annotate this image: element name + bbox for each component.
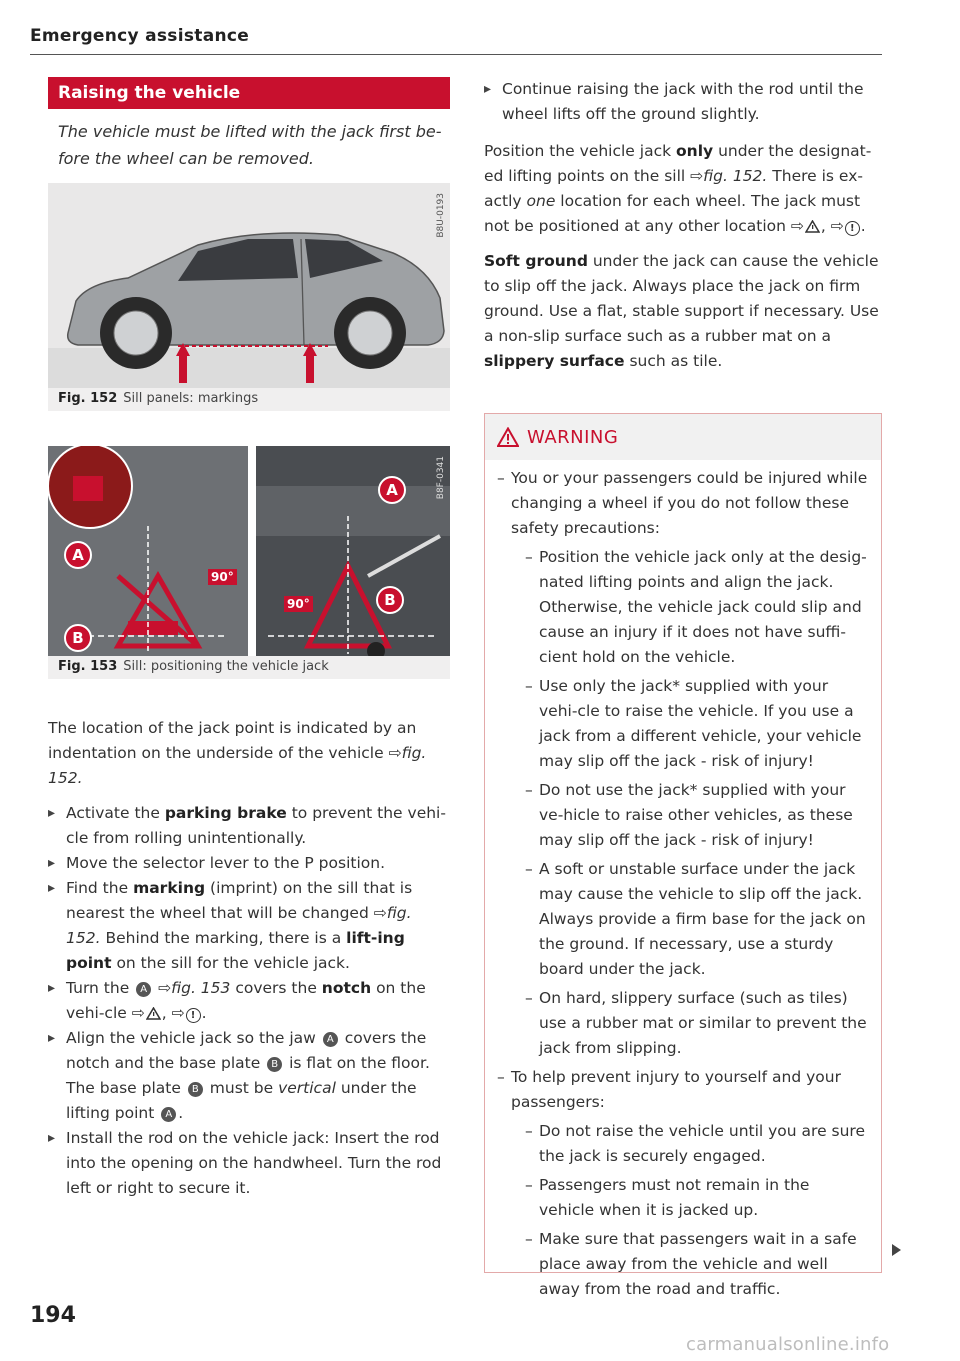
- text: is flat on the floor. The base plate: [66, 1054, 430, 1097]
- car-illustration: [48, 183, 450, 388]
- figure-153: [48, 446, 450, 679]
- header-rule: [30, 54, 882, 55]
- paragraph-soft-ground: [484, 249, 882, 374]
- warning-title: WARNING: [527, 426, 619, 448]
- text: Find the: [66, 879, 129, 897]
- warning-triangle-icon[interactable]: [146, 1007, 161, 1020]
- figure-ref[interactable]: ⇨fig. 152.: [48, 744, 427, 787]
- warning-subitem: – A soft or unstable surface under the jack may cause the vehicle to slip off the jack. Always provide a firm base for the jack on the ground. If necessary, use a sturdy board under the jack.: [525, 857, 869, 982]
- section-intro: The vehicle must be lifted with the jack first be-fore the wheel can be removed.: [58, 122, 442, 168]
- emphasis: vertical: [278, 1079, 336, 1097]
- text: To help prevent injury to yourself and your passengers:: [511, 1068, 841, 1111]
- figure-label: Fig. 153: [58, 659, 118, 674]
- paragraph-position-jack: Position the vehicle jack only under the designat-ed lifting points on the sill ⇨fig. 152. There is ex-actly one location for each wheel. The jack must not be positioned at any other location ⇨ , ⇨ ! .: [484, 142, 872, 235]
- warning-subitem: – Make sure that passengers wait in a safe place away from the vehicle and well away from the road and traffic.: [525, 1227, 869, 1302]
- text: covers the notch and the base plate: [66, 1029, 427, 1072]
- text: Position the vehicle jack: [484, 142, 672, 160]
- section-title: Raising the vehicle: [48, 77, 450, 109]
- step-parking-brake: [48, 801, 450, 851]
- text: under the lifting point: [66, 1079, 417, 1122]
- emphasis: one: [526, 192, 556, 210]
- notice-icon[interactable]: !: [186, 1008, 201, 1023]
- marker-b-left: B: [64, 624, 92, 652]
- left-body: [48, 716, 450, 1201]
- marker-b-icon: B: [267, 1057, 282, 1072]
- caption-text: Sill panels: markings: [123, 391, 259, 406]
- step-continue-raising: ▸ Continue raising the jack with the rod until the wheel lifts off the ground slightly.: [484, 77, 882, 127]
- keyword: slippery surface: [484, 352, 625, 370]
- text: location for each wheel. The jack must not be positioned at any other location ⇨: [484, 192, 861, 235]
- continue-arrow-icon[interactable]: [892, 1244, 901, 1256]
- notice-icon[interactable]: !: [845, 221, 860, 236]
- marker-a-left: A: [64, 541, 92, 569]
- keyword: marking: [133, 879, 206, 897]
- keyword: parking brake: [164, 804, 287, 822]
- marker-a-icon: A: [161, 1107, 176, 1122]
- angle-label-right: 90°: [284, 596, 313, 612]
- step-selector-lever: ▸ Move the selector lever to the P position.: [48, 851, 450, 876]
- marker-a-right: A: [378, 476, 406, 504]
- keyword: only: [676, 142, 714, 160]
- text: Turn the: [66, 979, 130, 997]
- text: Align the vehicle jack so the jaw: [66, 1029, 316, 1047]
- text: such as tile.: [629, 352, 723, 370]
- chapter-title: Emergency assistance: [30, 26, 250, 46]
- warning-subitem: – Use only the jack* supplied with your vehi-cle to raise the vehicle. If you use a jack from a different vehicle, your vehicle may slip off the jack - risk of injury!: [525, 674, 869, 774]
- warning-list: [485, 460, 881, 1302]
- warning-item: [497, 1065, 869, 1302]
- marker-b-icon: B: [188, 1082, 203, 1097]
- right-body: [484, 77, 882, 374]
- text: under the jack can cause the vehicle to slip off the jack. Always place the jack on firm ground. Use a flat, stable support if necessary. Use a non-slip surface such as a rubber mat on a: [484, 252, 879, 345]
- text: on the sill for the vehicle jack.: [116, 954, 350, 972]
- warning-subitem: – Do not raise the vehicle until you are sure the jack is securely engaged.: [525, 1119, 869, 1169]
- text: Behind the marking, there is a: [105, 929, 342, 947]
- text: on the vehi-cle ⇨: [66, 979, 426, 1022]
- warning-item: [497, 466, 869, 1061]
- keyword: Soft ground: [484, 252, 588, 270]
- warning-box: [484, 413, 882, 1298]
- text: covers the: [235, 979, 317, 997]
- step-find-marking: [48, 876, 450, 976]
- figure-label: Fig. 152: [58, 391, 118, 406]
- page-header: [30, 26, 882, 46]
- warning-subitem: – Do not use the jack* supplied with your ve-hicle to raise other vehicles, as these may slip off the jack - risk of injury!: [525, 778, 869, 853]
- keyword: notch: [321, 979, 372, 997]
- warning-subitem: – Passengers must not remain in the vehicle when it is jacked up.: [525, 1173, 869, 1223]
- text: (imprint) on the sill that is nearest the wheel that will be changed: [66, 879, 413, 922]
- marker-a-icon: A: [136, 982, 151, 997]
- step-turn-jack: ▸ Turn the A ⇨fig. 153 covers the notch on the vehi-cle ⇨ , ⇨ ! .: [48, 976, 450, 1026]
- figure-152: [48, 183, 450, 411]
- marker-b-right: B: [376, 586, 404, 614]
- text: You or your passengers could be injured while changing a wheel if you do not follow these safety precautions:: [511, 469, 868, 537]
- page-number: 194: [30, 1303, 76, 1328]
- text: must be: [209, 1079, 274, 1097]
- figure-caption: [58, 659, 329, 674]
- figure-code: B8U-0193: [436, 193, 446, 238]
- paragraph-jack-point: [48, 716, 450, 791]
- step-align-jack: ▸ Align the vehicle jack so the jaw A covers the notch and the base plate B is flat on the floor. The base plate B must be vertical under the lifting point A .: [48, 1026, 450, 1126]
- figure-ref[interactable]: ⇨fig. 152.: [690, 167, 768, 185]
- warning-subitem: – On hard, slippery surface (such as tiles) use a rubber mat or similar to prevent the jack from slipping.: [525, 986, 869, 1061]
- figure-code: B8F-0341: [436, 456, 446, 500]
- warning-subitem: – Position the vehicle jack only at the desig-nated lifting points and align the jack. Otherwise, the vehicle jack could slip and cause an injury if it does not have suffi-cient hold on the vehicle.: [525, 545, 869, 670]
- figure-caption: [58, 391, 258, 406]
- figure-ref[interactable]: ⇨fig. 153: [158, 979, 231, 997]
- keyword: lift-ing point: [66, 929, 405, 972]
- text: Activate the: [66, 804, 160, 822]
- text: The location of the jack point is indicated by an indentation on the underside of the vehicle: [48, 719, 417, 762]
- warning-icon: [497, 427, 519, 447]
- watermark: carmanualsonline.info: [686, 1334, 890, 1355]
- warning-triangle-icon[interactable]: [805, 220, 820, 233]
- text: There is ex-actly: [484, 167, 863, 210]
- step-install-rod: ▸ Install the rod on the vehicle jack: Insert the rod into the opening on the handwheel. Turn the rod left or right to secure it.: [48, 1126, 450, 1201]
- text: to prevent the vehi-cle from rolling unintentionally.: [66, 804, 446, 847]
- warning-header: [485, 414, 881, 460]
- text: under the designat-ed lifting points on the sill: [484, 142, 872, 185]
- marker-a-icon: A: [323, 1032, 338, 1047]
- figure-ref[interactable]: ⇨fig. 152.: [66, 904, 412, 947]
- angle-label-left: 90°: [208, 569, 237, 585]
- caption-text: Sill: positioning the vehicle jack: [123, 659, 329, 674]
